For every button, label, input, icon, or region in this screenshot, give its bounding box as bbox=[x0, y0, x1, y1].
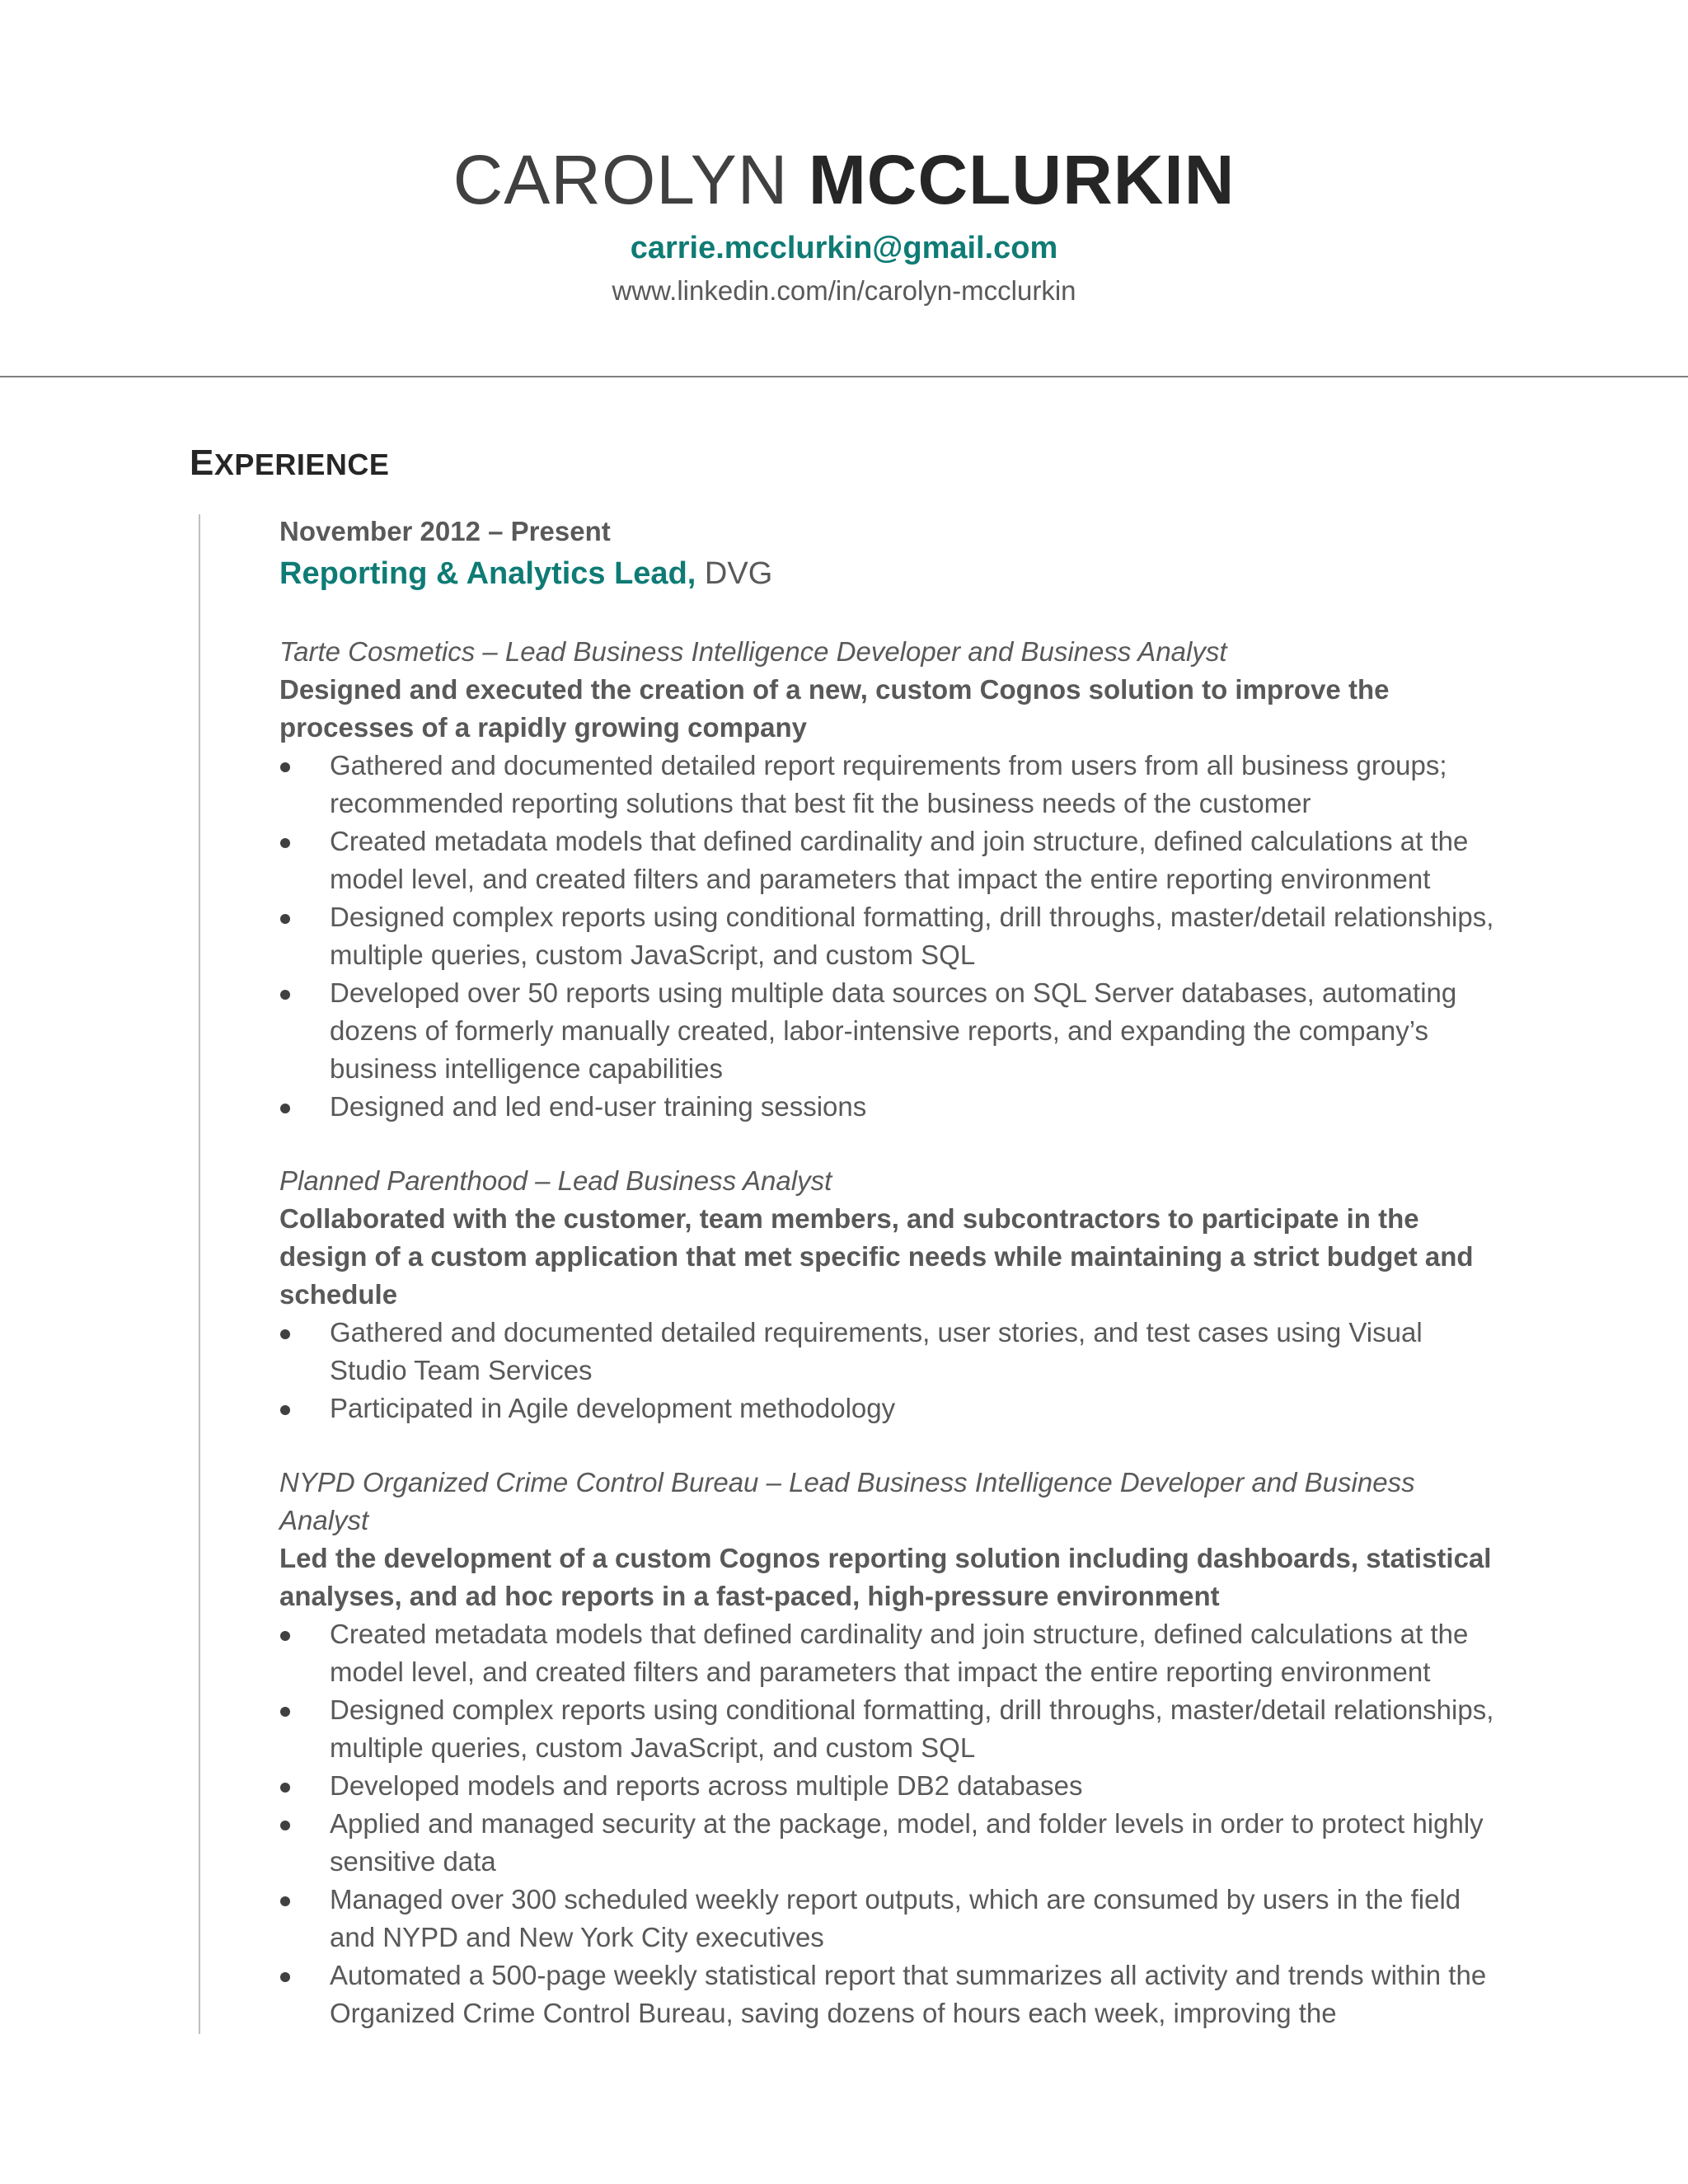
bullet-item bbox=[279, 1957, 1499, 2032]
bullet-text: Gathered and documented detailed requirements, user stories, and test cases using Visual Studio Team Services bbox=[330, 1317, 1423, 1385]
candidate-name bbox=[0, 138, 1688, 221]
first-name: CAROLYN bbox=[452, 141, 789, 218]
bullet-item bbox=[279, 1615, 1499, 1691]
bullet-icon bbox=[280, 1821, 290, 1830]
bullet-item bbox=[279, 1767, 1499, 1805]
linkedin-link[interactable]: www.linkedin.com/in/carolyn-mcclurkin bbox=[612, 275, 1076, 306]
bullet-item bbox=[279, 1314, 1499, 1390]
project-block bbox=[279, 1464, 1499, 2032]
project-client: NYPD Organized Crime Control Bureau – Lead Business Intelligence Developer and Business Analyst bbox=[279, 1467, 1415, 1535]
bullet-item bbox=[279, 1390, 1499, 1427]
bullet-icon bbox=[280, 1104, 290, 1113]
bullet-icon bbox=[280, 1329, 290, 1339]
project-client: Planned Parenthood – Lead Business Analyst bbox=[279, 1165, 832, 1196]
date-range: November 2012 – Present bbox=[279, 516, 611, 546]
project-summary: Designed and executed the creation of a new, custom Cognos solution to improve the processes of a rapidly growing company bbox=[279, 674, 1390, 743]
bullet-text: Automated a 500-page weekly statistical report that summarizes all activity and trends within the Organized Crime Control Bureau, saving dozens of hours each week, improving the bbox=[330, 1960, 1487, 2028]
project-bullets bbox=[279, 747, 1499, 1126]
bullet-item bbox=[279, 974, 1499, 1088]
bullet-text: Developed over 50 reports using multiple data sources on SQL Server databases, automating dozens of formerly manually created, labor-intensive reports, and expanding the company’s business intelligence capabilities bbox=[330, 977, 1457, 1084]
bullet-item bbox=[279, 1805, 1499, 1881]
bullet-text: Designed and led end-user training sessions bbox=[330, 1091, 867, 1122]
header-divider bbox=[0, 376, 1688, 377]
project-block bbox=[279, 1162, 1499, 1427]
timeline-line bbox=[199, 514, 200, 2034]
spacer bbox=[279, 1126, 1499, 1162]
project-client: Tarte Cosmetics – Lead Business Intelligence Developer and Business Analyst bbox=[279, 636, 1227, 667]
job-title: Reporting & Analytics Lead, bbox=[279, 556, 696, 591]
bullet-text: Designed complex reports using conditional formatting, drill throughs, master/detail relationships, multiple queries, custom JavaScript, and custom SQL bbox=[330, 1694, 1494, 1763]
project-block bbox=[279, 633, 1499, 1126]
bullet-text: Designed complex reports using conditional formatting, drill throughs, master/detail relationships, multiple queries, custom JavaScript, and custom SQL bbox=[330, 902, 1494, 970]
section-title-initial: E bbox=[190, 443, 214, 483]
bullet-text: Participated in Agile development methodology bbox=[330, 1393, 896, 1423]
bullet-text: Created metadata models that defined cardinality and join structure, defined calculations at the model level, and created filters and parameters that impact the entire reporting environment bbox=[330, 1619, 1469, 1687]
project-bullets bbox=[279, 1615, 1499, 2032]
role-line bbox=[279, 552, 1499, 595]
bullet-text: Created metadata models that defined cardinality and join structure, defined calculations at the model level, and created filters and parameters that impact the entire reporting environment bbox=[330, 826, 1469, 894]
bullet-icon bbox=[280, 1783, 290, 1793]
bullet-item bbox=[279, 898, 1499, 974]
project-bullets bbox=[279, 1314, 1499, 1427]
section-title-rest: XPERIENCE bbox=[213, 448, 390, 481]
bullet-icon bbox=[280, 838, 290, 848]
company-name: DVG bbox=[696, 556, 773, 591]
section-title-experience bbox=[190, 438, 389, 490]
bullet-item bbox=[279, 1691, 1499, 1767]
spacer bbox=[279, 1427, 1499, 1464]
project-summary: Led the development of a custom Cognos reporting solution including dashboards, statistical analyses, and ad hoc reports in a fast-paced, high-pressure environment bbox=[279, 1543, 1492, 1611]
bullet-text: Developed models and reports across multiple DB2 databases bbox=[330, 1770, 1083, 1801]
experience-entry bbox=[279, 511, 1499, 2032]
bullet-icon bbox=[280, 990, 290, 1000]
bullet-icon bbox=[280, 1405, 290, 1415]
bullet-item bbox=[279, 823, 1499, 898]
bullet-icon bbox=[280, 914, 290, 924]
bullet-icon bbox=[280, 762, 290, 772]
bullet-text: Managed over 300 scheduled weekly report outputs, which are consumed by users in the field and NYPD and New York City executives bbox=[330, 1884, 1461, 1952]
project-summary: Collaborated with the customer, team members, and subcontractors to participate in the design of a custom application that met specific needs while maintaining a strict budget and schedule bbox=[279, 1203, 1474, 1310]
bullet-text: Gathered and documented detailed report requirements from users from all business groups; recommended reporting solutions that best fit the business needs of the customer bbox=[330, 750, 1447, 818]
bullet-icon bbox=[280, 1707, 290, 1717]
bullet-text: Applied and managed security at the package, model, and folder levels in order to protect highly sensitive data bbox=[330, 1808, 1484, 1877]
bullet-item bbox=[279, 1088, 1499, 1126]
bullet-icon bbox=[280, 1896, 290, 1906]
bullet-icon bbox=[280, 1631, 290, 1641]
email-link[interactable]: carrie.mcclurkin@gmail.com bbox=[630, 231, 1058, 265]
bullet-icon bbox=[280, 1972, 290, 1982]
last-name: MCCLURKIN bbox=[808, 141, 1236, 218]
bullet-item bbox=[279, 747, 1499, 823]
bullet-item bbox=[279, 1881, 1499, 1957]
